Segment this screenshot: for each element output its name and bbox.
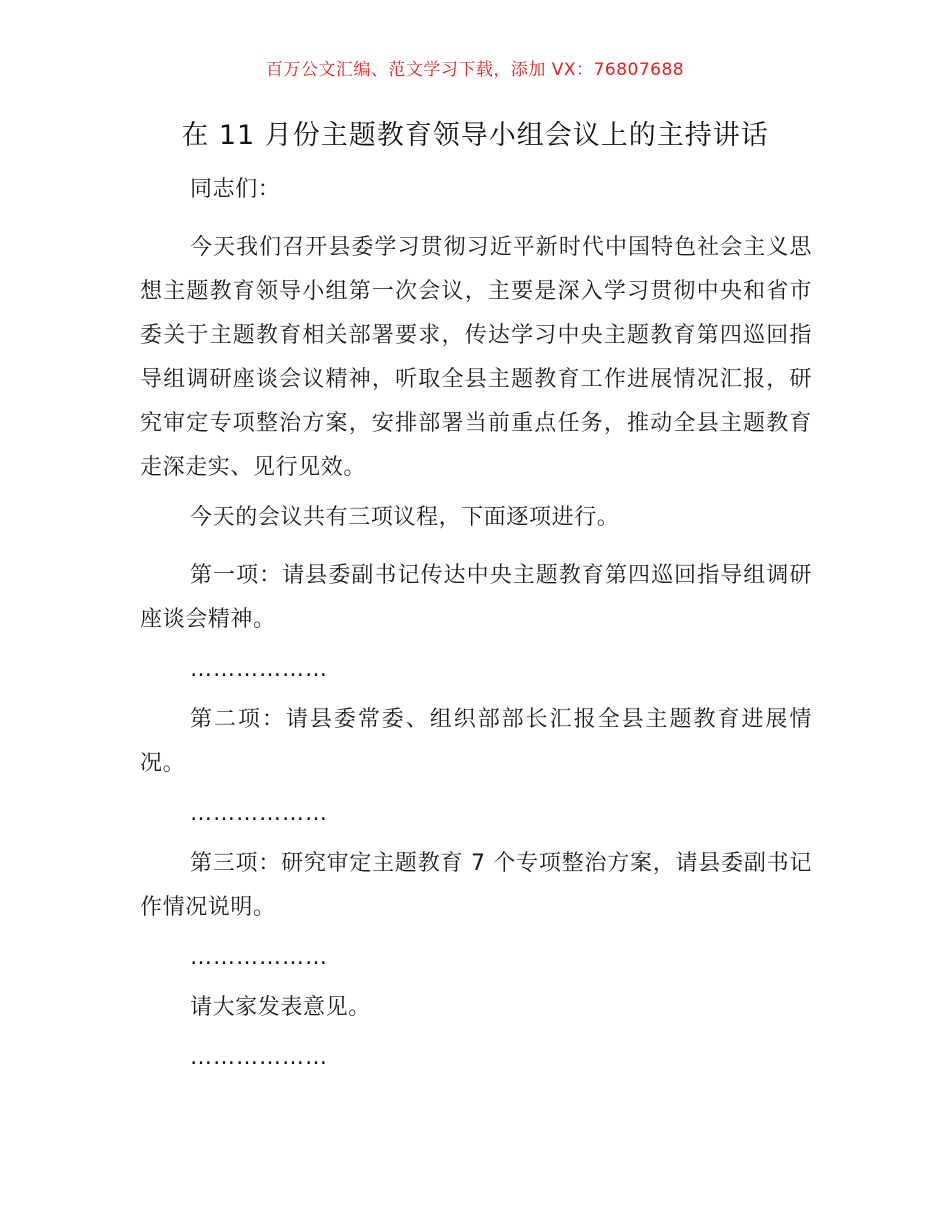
document-title: 在 11 月份主题教育领导小组会议上的主持讲话 — [181, 120, 769, 151]
agenda-item-3: 第三项：研究审定主题教育 7 个专项整治方案，请县委副书记作情况说明。 — [140, 851, 812, 920]
agenda-item-2-ellipsis: ……………… — [190, 801, 328, 826]
document-body — [140, 168, 812, 1086]
agenda-item-1-ellipsis: ……………… — [190, 657, 328, 682]
agenda-item-2: 第二项：请县委常委、组织部部长汇报全县主题教育进展情况。 — [140, 707, 812, 776]
closing-ellipsis: ……………… — [190, 1045, 328, 1070]
closing-request: 请大家发表意见。 — [190, 995, 371, 1020]
paragraph-intro: 今天我们召开县委学习贯彻习近平新时代中国特色社会主义思想主题教育领导小组第一次会议，主要是深入学习贯彻中央和省市委关于主题教育相关部署要求，传达学习中央主题教育第四巡回指导组调研座谈会议精神，听取全县主题教育工作进展情况汇报，研究审定专项整治方案，安排部署当前重点任务，推动全县主题教育走深走实、见行见效。 — [140, 235, 812, 480]
paragraph-agenda-overview: 今天的会议共有三项议程，下面逐项进行。 — [190, 505, 620, 530]
greeting: 同志们： — [190, 177, 281, 202]
header-banner: 百万公文汇编、范文学习下载，添加 VX：76807688 — [265, 60, 685, 80]
agenda-item-3-ellipsis: ……………… — [190, 945, 328, 970]
agenda-item-1: 第一项：请县委副书记传达中央主题教育第四巡回指导组调研座谈会精神。 — [140, 563, 812, 632]
